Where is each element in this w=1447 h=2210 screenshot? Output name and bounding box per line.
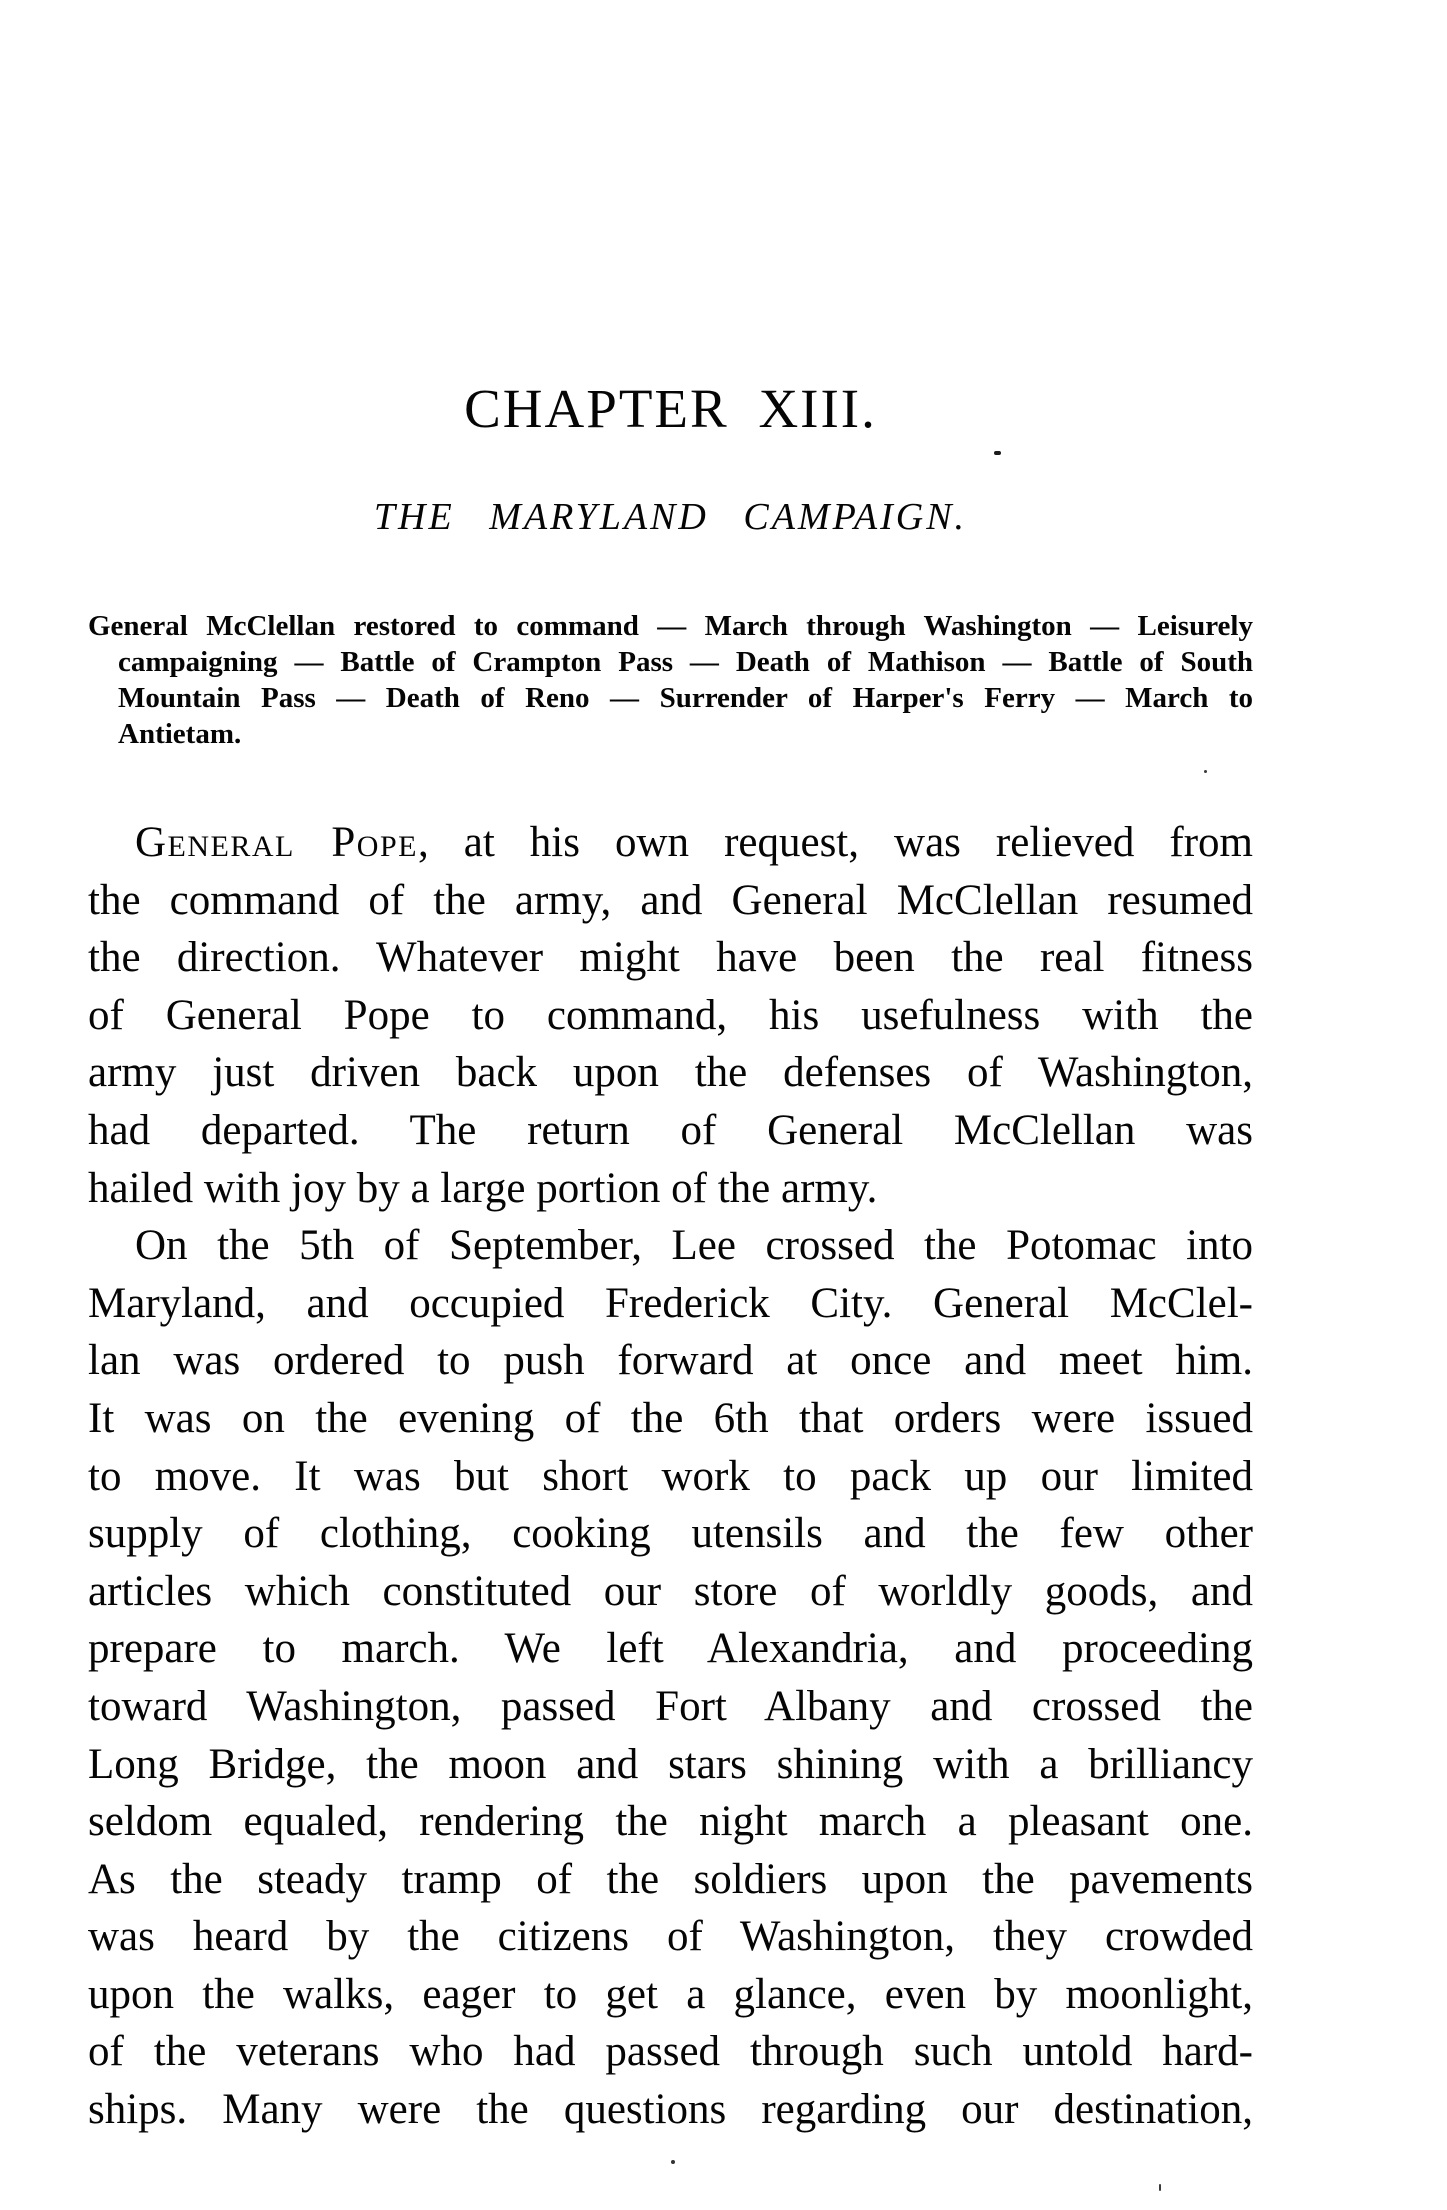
scan-speck	[671, 2160, 675, 2164]
text-line: toward Washington, passed Fort Albany and crossed the	[88, 1682, 1253, 1730]
text-line: lan was ordered to push forward at once and meet him.	[88, 1337, 1253, 1385]
small-caps-lead: General Pope	[135, 819, 418, 866]
chapter-subtitle: THE MARYLAND CAMPAIGN.	[373, 496, 968, 538]
text-line: As the steady tramp of the soldiers upon the pavements	[88, 1855, 1253, 1903]
text-line: supply of clothing, cooking utensils and the few other	[88, 1510, 1253, 1558]
text-line: upon the walks, eager to get a glance, even by moonlight,	[88, 1970, 1253, 2018]
text-line: hailed with joy by a large portion of the army.	[88, 1164, 878, 1212]
text-line: ships. Many were the questions regarding our destination,	[88, 2086, 1253, 2134]
text-line: army just driven back upon the defenses of Washington,	[88, 1049, 1253, 1097]
text-line: seldom equaled, rendering the night march a pleasant one.	[88, 1798, 1253, 1846]
text-line: Maryland, and occupied Frederick City. General McClel-	[88, 1279, 1253, 1327]
chapter-synopsis	[88, 608, 1253, 752]
text-line: was heard by the citizens of Washington, they crowded	[88, 1913, 1253, 1961]
text-line: had departed. The return of General McClellan was	[88, 1106, 1253, 1154]
synopsis-line: General McClellan restored to command — March through Washington — Leisurely	[88, 610, 1253, 642]
scan-speck	[1159, 2184, 1161, 2191]
scan-speck	[1204, 770, 1207, 773]
text-line: of the veterans who had passed through such untold hard-	[88, 2028, 1253, 2076]
text-line: It was on the evening of the 6th that orders were issued	[88, 1394, 1253, 1442]
text-line: prepare to march. We left Alexandria, and proceeding	[88, 1625, 1253, 1673]
text-line: of General Pope to command, his usefulness with the	[88, 991, 1253, 1039]
text-line: to move. It was but short work to pack up our limited	[88, 1452, 1253, 1500]
chapter-heading: CHAPTER XIII.	[464, 378, 877, 439]
text-column	[88, 0, 1253, 2210]
text-line: On the 5th of September, Lee crossed the Potomac into	[135, 1222, 1253, 1270]
synopsis-line: campaigning — Battle of Crampton Pass — Death of Mathison — Battle of South	[118, 646, 1253, 678]
paragraph-2	[88, 1217, 1253, 2139]
text-line	[88, 814, 1253, 872]
text-line: the command of the army, and General McClellan resumed	[88, 876, 1253, 924]
body-text	[88, 814, 1253, 2139]
line-text: , at his own request, was relieved from	[417, 819, 1253, 866]
text-line: Long Bridge, the moon and stars shining with a brilliancy	[88, 1740, 1253, 1788]
text-line: articles which constituted our store of worldly goods, and	[88, 1567, 1253, 1615]
synopsis-line: Antietam.	[118, 718, 242, 750]
paragraph-1	[88, 814, 1253, 1217]
text-line: the direction. Whatever might have been the real fitness	[88, 934, 1253, 982]
synopsis-line: Mountain Pass — Death of Reno — Surrender of Harper's Ferry — March to	[118, 682, 1253, 714]
scan-speck	[994, 451, 1001, 455]
